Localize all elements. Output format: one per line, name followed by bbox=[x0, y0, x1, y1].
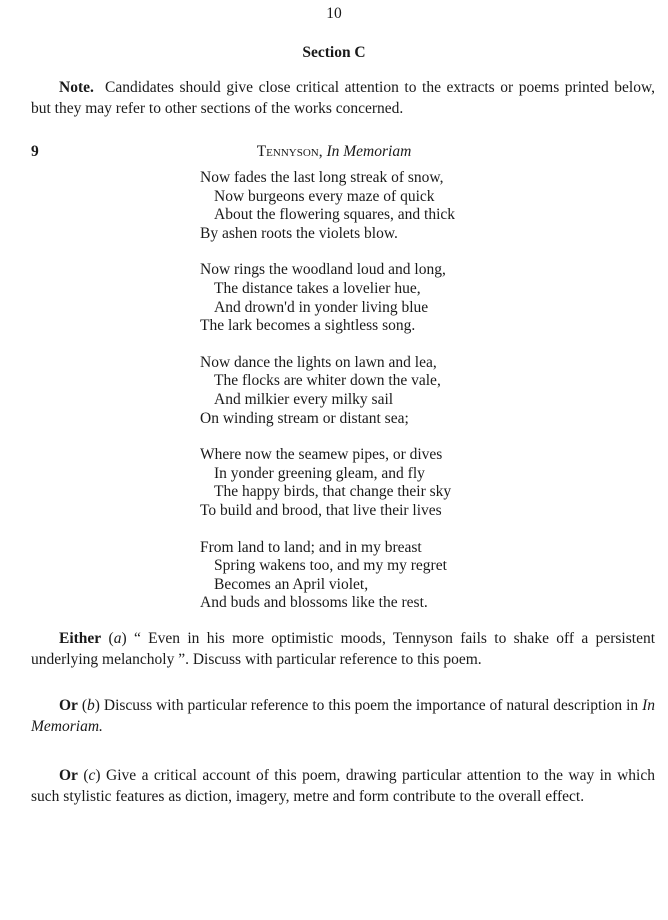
stanza bbox=[200, 261, 455, 335]
stanza bbox=[200, 446, 455, 520]
poem-line: Now fades the last long streak of snow, bbox=[200, 169, 444, 186]
option-lead: Or bbox=[59, 697, 78, 714]
poem-line: Becomes an April violet, bbox=[214, 575, 369, 593]
poem-line: In yonder greening gleam, and fly bbox=[214, 464, 425, 482]
poem-line: Now rings the woodland loud and long, bbox=[200, 261, 446, 279]
note-paragraph bbox=[31, 77, 655, 119]
question-number: 9 bbox=[31, 143, 39, 160]
note-label: Note. bbox=[59, 79, 94, 96]
poem-line: The distance takes a lovelier hue, bbox=[214, 279, 421, 297]
poem-line: Now dance the lights on lawn and lea, bbox=[200, 353, 437, 371]
poem-line: And buds and blossoms like the rest. bbox=[200, 594, 428, 612]
poem-line: On winding stream or distant sea; bbox=[200, 409, 409, 427]
poem-line: The flocks are whiter down the vale, bbox=[214, 372, 441, 390]
poem-line: Where now the seamew pipes, or dives bbox=[200, 446, 443, 464]
option-a: Either (a) “ Even in his more optimistic moods, Tennyson fails to shake off a persistent underlying melancholy ”. Discuss with particular reference to this poem. bbox=[31, 630, 656, 668]
option-lead: Or bbox=[59, 767, 78, 784]
option-text: Discuss with particular reference to this poem the importance of natural description in bbox=[103, 697, 639, 714]
poem-line: Now burgeons every maze of quick bbox=[214, 187, 435, 205]
stanza bbox=[200, 539, 455, 613]
poem-line: From land to land; and in my breast bbox=[200, 538, 422, 556]
option-italic-tail: In Memoriam. bbox=[31, 697, 655, 735]
page-number: 10 bbox=[326, 5, 342, 22]
poem-heading bbox=[80, 143, 588, 161]
poem-line: To build and brood, that live their lives bbox=[200, 501, 442, 519]
poem-line: The lark becomes a sightless song. bbox=[200, 317, 416, 335]
stanza bbox=[200, 354, 455, 428]
option-letter: b bbox=[87, 697, 95, 714]
poem-line: About the flowering squares, and thick bbox=[214, 206, 456, 224]
section-title: Section C bbox=[302, 44, 366, 61]
poem-line: And drown'd in yonder living blue bbox=[214, 298, 429, 316]
poem-line: Spring wakens too, and my my regret bbox=[214, 557, 447, 575]
stanza bbox=[200, 169, 455, 243]
poem-line: And milkier every milky sail bbox=[214, 390, 394, 408]
poem-work: In Memoriam bbox=[326, 143, 412, 160]
option-b: Or (b) Discuss with particular reference to this poem the importance of natural description in In Memoriam. bbox=[31, 697, 655, 735]
option-letter: a bbox=[113, 630, 122, 647]
option-lead: Either bbox=[59, 630, 102, 647]
note-text: Candidates should give close critical attention to the extracts or poems printed below, but they may refer to other sections of the works concerned. bbox=[31, 79, 656, 117]
option-text: Give a critical account of this poem, drawing particular attention to the way in which such stylistic features as diction, imagery, metre and form contribute to the overall effect. bbox=[31, 767, 655, 805]
option-text: “ Even in his more optimistic moods, Tennyson fails to shake off a persistent underlying melancholy ”. Discuss with particular reference to this poem. bbox=[31, 630, 656, 668]
poem-author: Tennyson, bbox=[256, 143, 323, 160]
poem-line: The happy birds, that change their sky bbox=[214, 483, 452, 501]
poem bbox=[200, 169, 455, 613]
poem-line: By ashen roots the violets blow. bbox=[200, 224, 398, 242]
option-letter: c bbox=[88, 767, 96, 784]
option-c: Or (c) Give a critical account of this poem, drawing particular attention to the way in which such stylistic features as diction, imagery, metre and form contribute to the overall effect. bbox=[31, 767, 655, 805]
